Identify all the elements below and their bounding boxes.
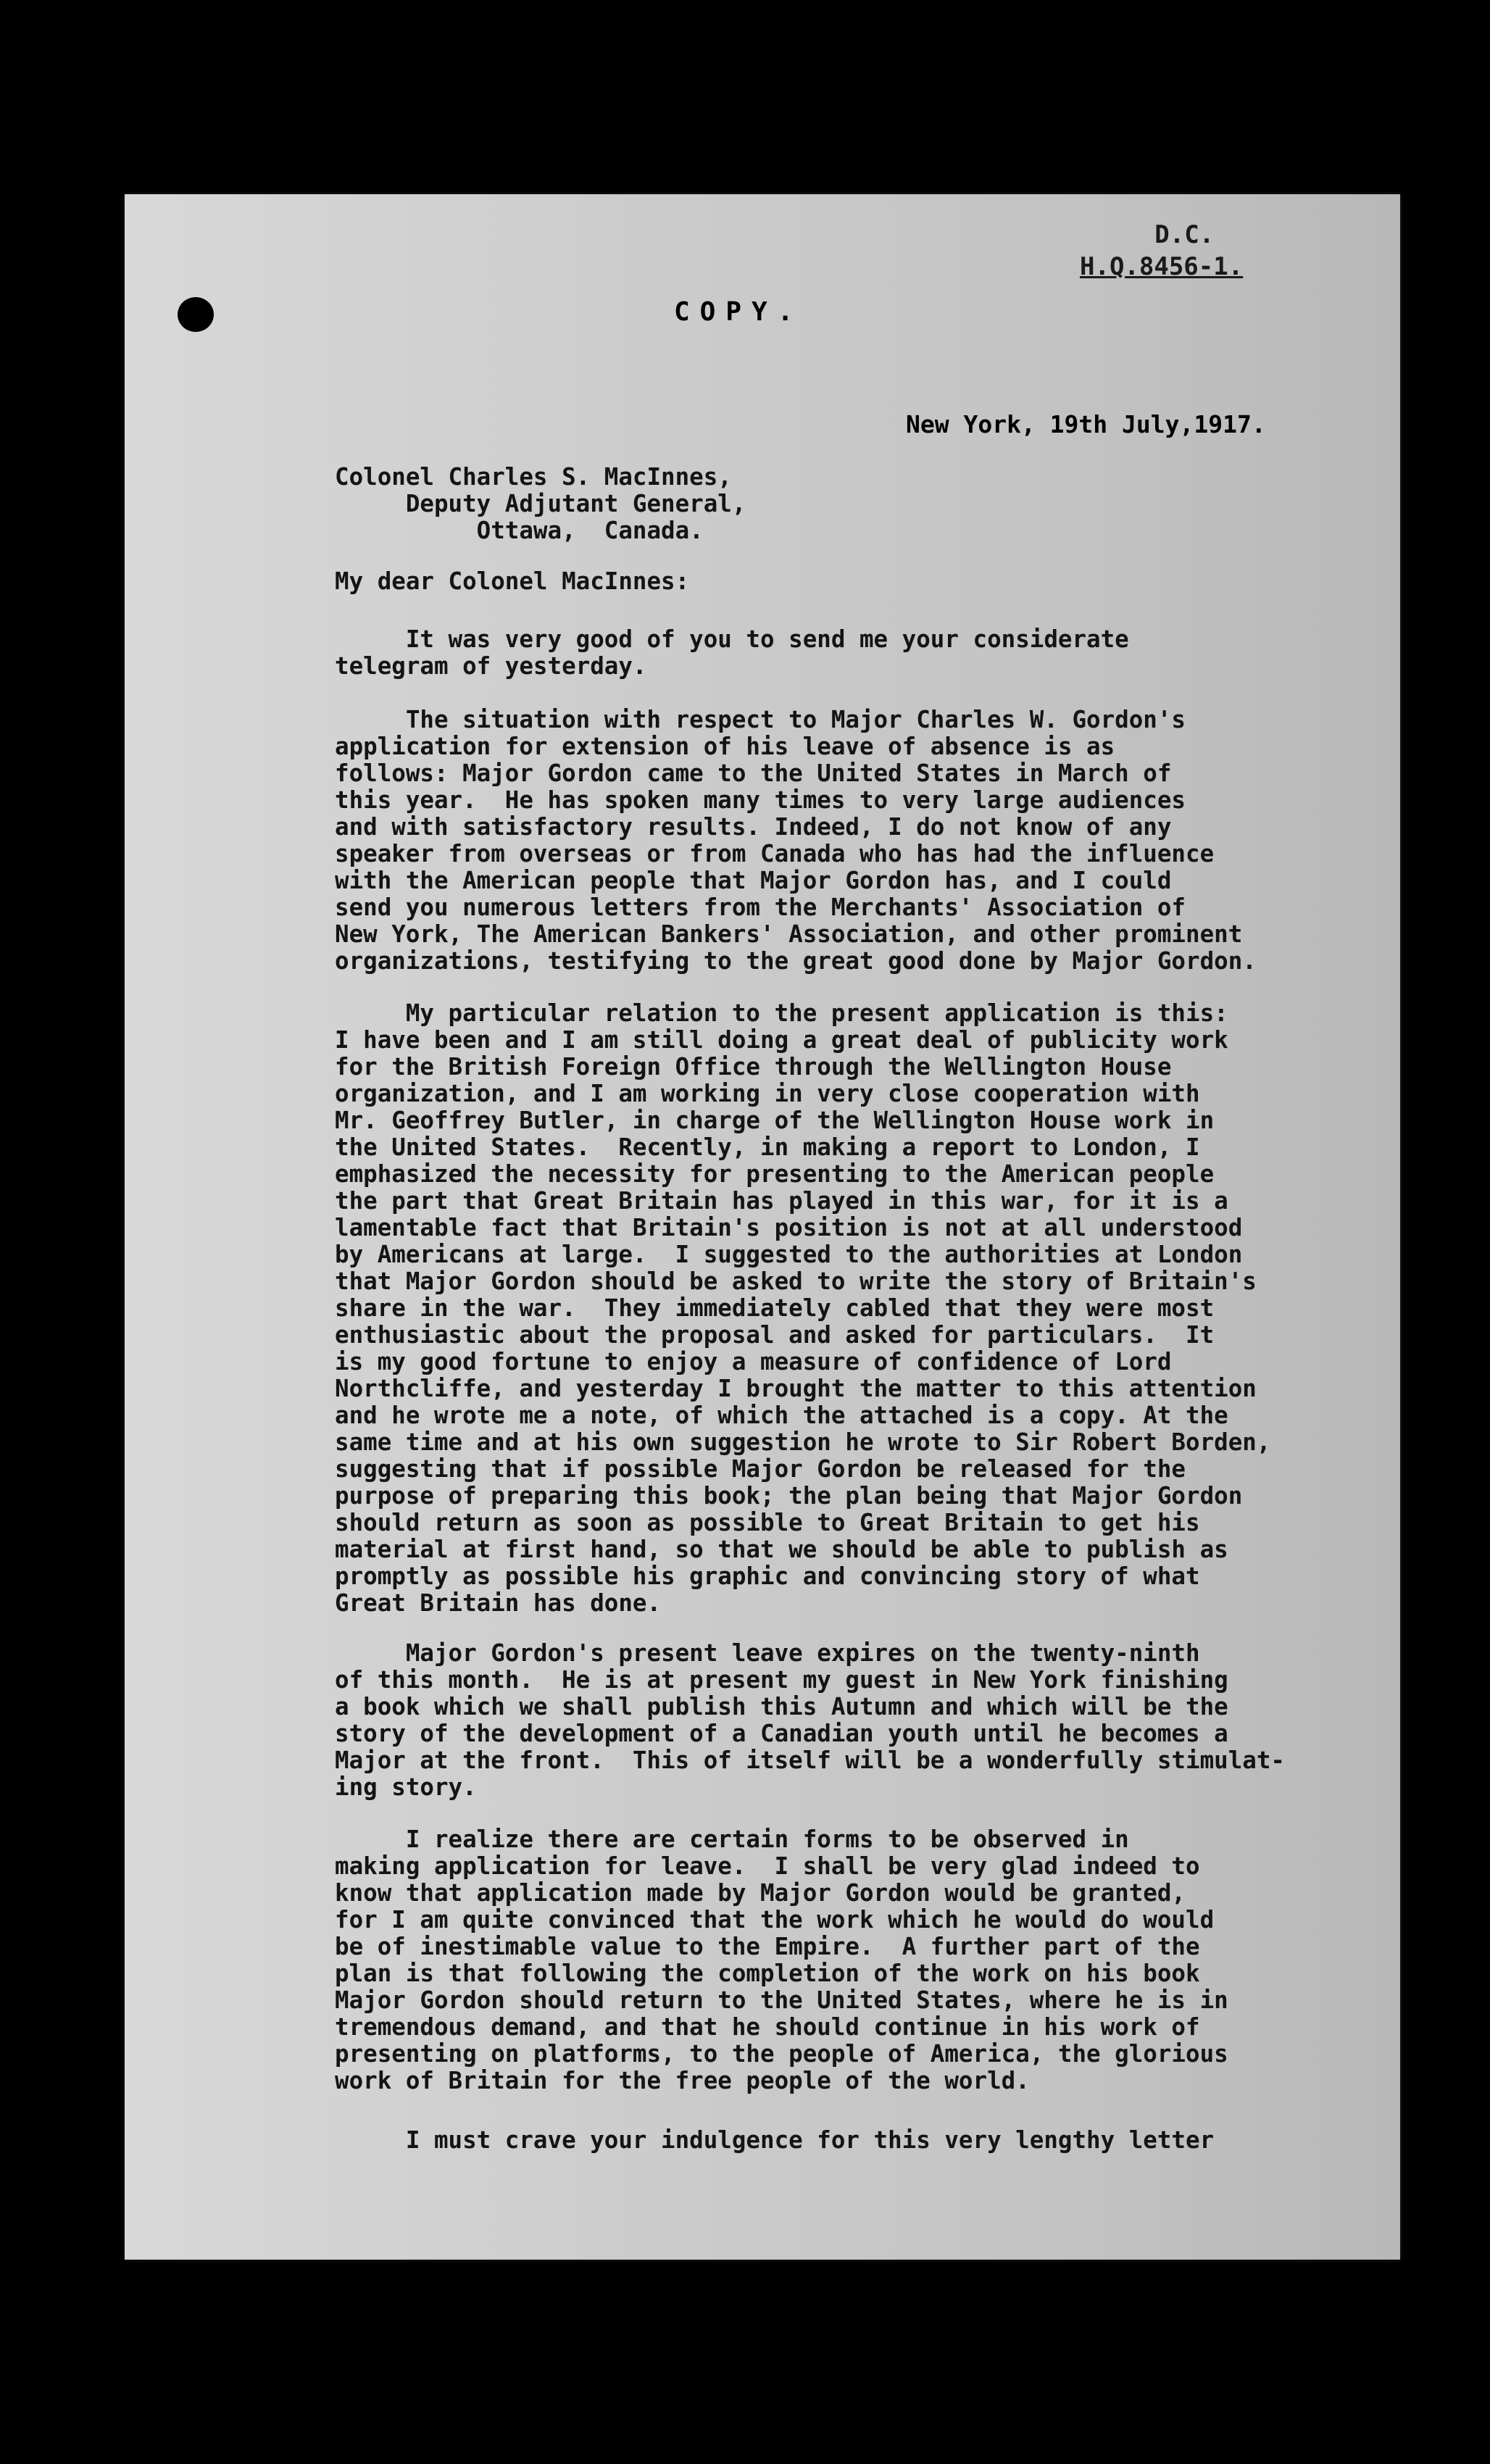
- text-line: Ottawa, Canada.: [335, 517, 704, 544]
- text-line: Major Gordon should return to the United States, where he is in: [335, 1986, 1228, 2014]
- recipient-address: [335, 464, 1400, 544]
- text-line: Northcliffe, and yesterday I brought the matter to this attention: [335, 1375, 1257, 1402]
- text-line: be of inestimable value to the Empire. A further part of the: [335, 1933, 1200, 1960]
- text-line: enthusiastic about the proposal and asked for particulars. It: [335, 1321, 1215, 1349]
- text-line: should return as soon as possible to Great Britain to get his: [335, 1509, 1200, 1536]
- text-line: plan is that following the completion of the work on his book: [335, 1960, 1200, 1987]
- paragraph-6: [335, 2127, 1400, 2154]
- text-line: and with satisfactory results. Indeed, I do not know of any: [335, 813, 1172, 841]
- text-line: presenting on platforms, to the people of America, the glorious: [335, 2040, 1228, 2068]
- text-line: share in the war. They immediately cabled that they were most: [335, 1294, 1215, 1322]
- text-line: ing story.: [335, 1773, 477, 1801]
- text-line: and he wrote me a note, of which the attached is a copy. At the: [335, 1402, 1228, 1429]
- text-line: a book which we shall publish this Autumn and which will be the: [335, 1693, 1228, 1720]
- text-line: Major Gordon's present leave expires on the twenty-ninth: [335, 1639, 1200, 1667]
- text-line: by Americans at large. I suggested to the authorities at London: [335, 1241, 1243, 1268]
- text-line: telegram of yesterday.: [335, 652, 647, 680]
- text-line: suggesting that if possible Major Gordon be released for the: [335, 1455, 1186, 1483]
- text-line: Mr. Geoffrey Butler, in charge of the Wellington House work in: [335, 1107, 1215, 1134]
- text-line: the part that Great Britain has played in this war, for it is a: [335, 1187, 1228, 1215]
- punch-hole: [178, 297, 214, 332]
- text-line: I have been and I am still doing a great deal of publicity work: [335, 1026, 1228, 1054]
- text-line: application for extension of his leave of absence is as: [335, 733, 1115, 760]
- text-line: Great Britain has done.: [335, 1589, 662, 1617]
- text-line: know that application made by Major Gordon would be granted,: [335, 1879, 1186, 1907]
- text-line: the United States. Recently, in making a report to London, I: [335, 1133, 1200, 1161]
- letter-date: New York, 19th July,1917.: [906, 410, 1266, 438]
- text-line: I realize there are certain forms to be observed in: [335, 1826, 1129, 1853]
- text-line: story of the development of a Canadian youth until he becomes a: [335, 1720, 1228, 1747]
- text-line: same time and at his own suggestion he wrote to Sir Robert Borden,: [335, 1428, 1271, 1456]
- text-line: My particular relation to the present application is this:: [335, 999, 1228, 1027]
- text-line: material at first hand, so that we should be able to publish as: [335, 1536, 1228, 1563]
- paragraph-1: [335, 626, 1400, 680]
- text-line: lamentable fact that Britain's position is not at all understood: [335, 1214, 1243, 1241]
- paragraph-5: [335, 1826, 1400, 2094]
- text-line: organizations, testifying to the great good done by Major Gordon.: [335, 947, 1257, 975]
- text-line: emphasized the necessity for presenting to the American people: [335, 1160, 1215, 1188]
- paragraph-4: [335, 1640, 1400, 1801]
- text-line: New York, The American Bankers' Association, and other prominent: [335, 920, 1243, 948]
- reference-number: [1080, 219, 1243, 283]
- text-line: work of Britain for the free people of the world.: [335, 2067, 1030, 2094]
- text-line: that Major Gordon should be asked to write the story of Britain's: [335, 1268, 1257, 1295]
- text-line: tremendous demand, and that he should continue in his work of: [335, 2013, 1200, 2041]
- text-line: this year. He has spoken many times to very large audiences: [335, 786, 1186, 814]
- text-line: Colonel Charles S. MacInnes,: [335, 463, 732, 491]
- text-line: The situation with respect to Major Charles W. Gordon's: [335, 706, 1186, 733]
- text-line: Deputy Adjutant General,: [335, 490, 746, 517]
- text-line: for the British Foreign Office through the Wellington House: [335, 1053, 1172, 1081]
- text-line: It was very good of you to send me your considerate: [335, 625, 1129, 653]
- text-line: is my good fortune to enjoy a measure of confidence of Lord: [335, 1348, 1172, 1375]
- text-line: of this month. He is at present my guest in New York finishing: [335, 1666, 1228, 1694]
- text-line: making application for leave. I shall be very glad indeed to: [335, 1852, 1200, 1880]
- text-line: follows: Major Gordon came to the United States in March of: [335, 759, 1172, 787]
- text-line: promptly as possible his graphic and convincing story of what: [335, 1562, 1200, 1590]
- copy-heading: COPY.: [674, 297, 804, 327]
- text-line: send you numerous letters from the Merchants' Association of: [335, 894, 1186, 921]
- text-line: Major at the front. This of itself will be a wonderfully stimulat-: [335, 1747, 1285, 1774]
- text-line: I must crave your indulgence for this very lengthy letter: [335, 2126, 1215, 2154]
- text-line: speaker from overseas or from Canada who has had the influence: [335, 840, 1215, 867]
- reference-line-2: H.Q.8456-1.: [1080, 252, 1244, 281]
- salutation: My dear Colonel MacInnes:: [335, 567, 690, 595]
- text-line: with the American people that Major Gordon has, and I could: [335, 867, 1172, 894]
- text-line: purpose of preparing this book; the plan being that Major Gordon: [335, 1482, 1243, 1510]
- reference-line-1: D.C.: [1154, 220, 1215, 249]
- text-line: for I am quite convinced that the work which he would do would: [335, 1906, 1215, 1934]
- paragraph-2: [335, 707, 1400, 975]
- text-line: organization, and I am working in very close cooperation with: [335, 1080, 1200, 1107]
- paragraph-3: [335, 1000, 1400, 1617]
